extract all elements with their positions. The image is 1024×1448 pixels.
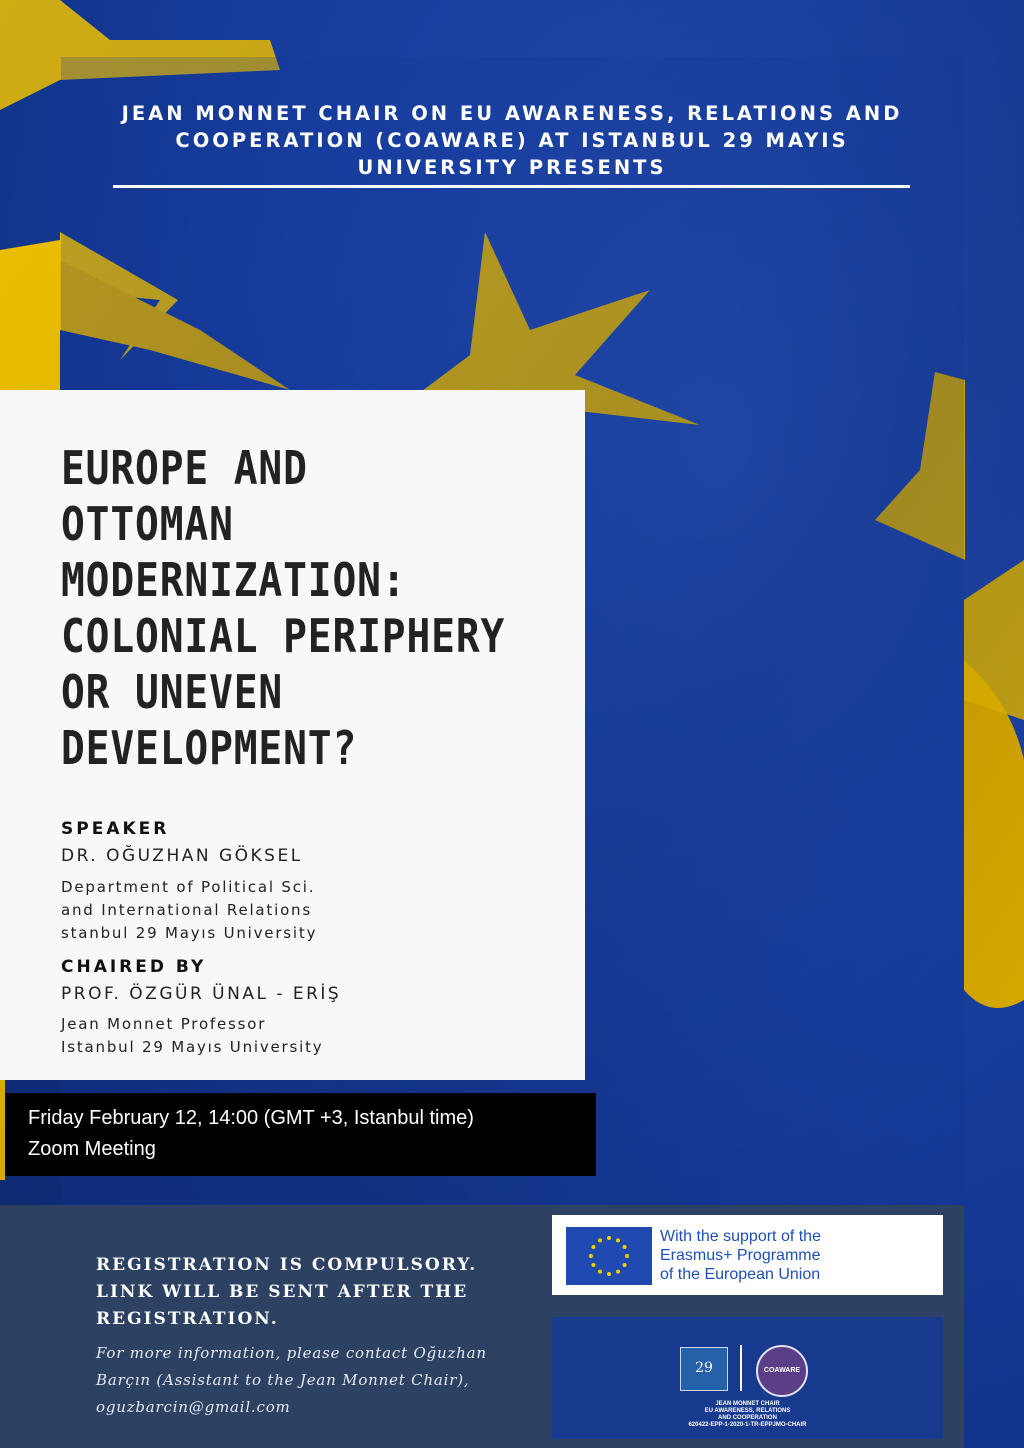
event-title-line: OTTOMAN	[61, 497, 234, 551]
presenter-heading	[90, 100, 934, 181]
registration-notice-line: LINK WILL BE SENT AFTER THE	[96, 1282, 469, 1302]
event-title	[61, 440, 506, 776]
registration-notice-line: REGISTRATION IS COMPULSORY.	[96, 1255, 478, 1275]
logo-divider	[740, 1345, 742, 1391]
eu-stars-icon	[566, 1227, 652, 1285]
eu-support-badge	[552, 1215, 943, 1295]
event-datetime: Friday February 12, 14:00 (GMT +3, Istanbul time)	[28, 1107, 474, 1129]
speaker-affiliation-line: stanbul 29 Mayıs University	[61, 924, 318, 942]
contact-info	[96, 1340, 536, 1421]
registration-notice	[96, 1252, 477, 1333]
eu-support-line: With the support of the	[660, 1228, 821, 1245]
contact-info-line: Barçın (Assistant to the Jean Monnet Chair),	[96, 1371, 470, 1389]
speaker-name: DR. OĞUZHAN GÖKSEL	[61, 846, 303, 866]
partner-logos	[552, 1317, 943, 1439]
speaker-affiliation-line: and International Relations	[61, 901, 312, 919]
event-datetime-box	[5, 1093, 596, 1176]
eu-flag-icon	[566, 1227, 652, 1285]
chair-name: PROF. ÖZGÜR ÜNAL - ERİŞ	[61, 984, 342, 1004]
chair-label: CHAIRED BY	[61, 957, 207, 977]
chair-affiliation	[61, 1013, 323, 1059]
event-venue: Zoom Meeting	[28, 1138, 156, 1160]
speaker-affiliation-line: Department of Political Sci.	[61, 878, 316, 896]
presenter-heading-line: COOPERATION (COAWARE) AT ISTANBUL 29 MAYIS	[175, 129, 849, 152]
event-title-line: DEVELOPMENT?	[61, 721, 358, 775]
university-logo: 29	[680, 1347, 728, 1391]
presenter-heading-line: UNIVERSITY PRESENTS	[357, 156, 667, 179]
logo-caption-line: JEAN MONNET CHAIR	[715, 1401, 780, 1407]
contact-email[interactable]: oguzbarcin@gmail.com	[96, 1398, 291, 1416]
event-title-line: EUROPE AND	[61, 441, 308, 495]
logo-caption-line: AND COOPERATION	[718, 1415, 777, 1421]
registration-notice-line: REGISTRATION.	[96, 1309, 279, 1329]
eu-support-line: Erasmus+ Programme	[660, 1247, 821, 1264]
logo-caption-line: EU AWARENESS, RELATIONS	[704, 1408, 791, 1414]
chair-affiliation-line: Istanbul 29 Mayıs University	[61, 1038, 324, 1056]
event-title-line: OR UNEVEN	[61, 665, 284, 719]
speaker-affiliation	[61, 876, 317, 945]
eu-support-line: of the European Union	[660, 1266, 821, 1283]
speaker-label: SPEAKER	[61, 819, 170, 839]
event-title-line: MODERNIZATION:	[61, 553, 407, 607]
logo-caption-line: 620422-EPP-1-2020-1-TR-EPPJMO-CHAIR	[688, 1422, 807, 1428]
chair-affiliation-line: Jean Monnet Professor	[61, 1015, 267, 1033]
eu-support-text	[660, 1227, 821, 1284]
coaware-logo: COAWARE	[756, 1345, 808, 1397]
event-title-line: COLONIAL PERIPHERY	[61, 609, 506, 663]
header-divider	[113, 185, 910, 188]
contact-info-line: For more information, please contact Oğuzhan	[96, 1344, 487, 1362]
presenter-heading-line: JEAN MONNET CHAIR ON EU AWARENESS, RELATIONS AND	[121, 102, 903, 125]
logo-caption	[552, 1401, 943, 1429]
